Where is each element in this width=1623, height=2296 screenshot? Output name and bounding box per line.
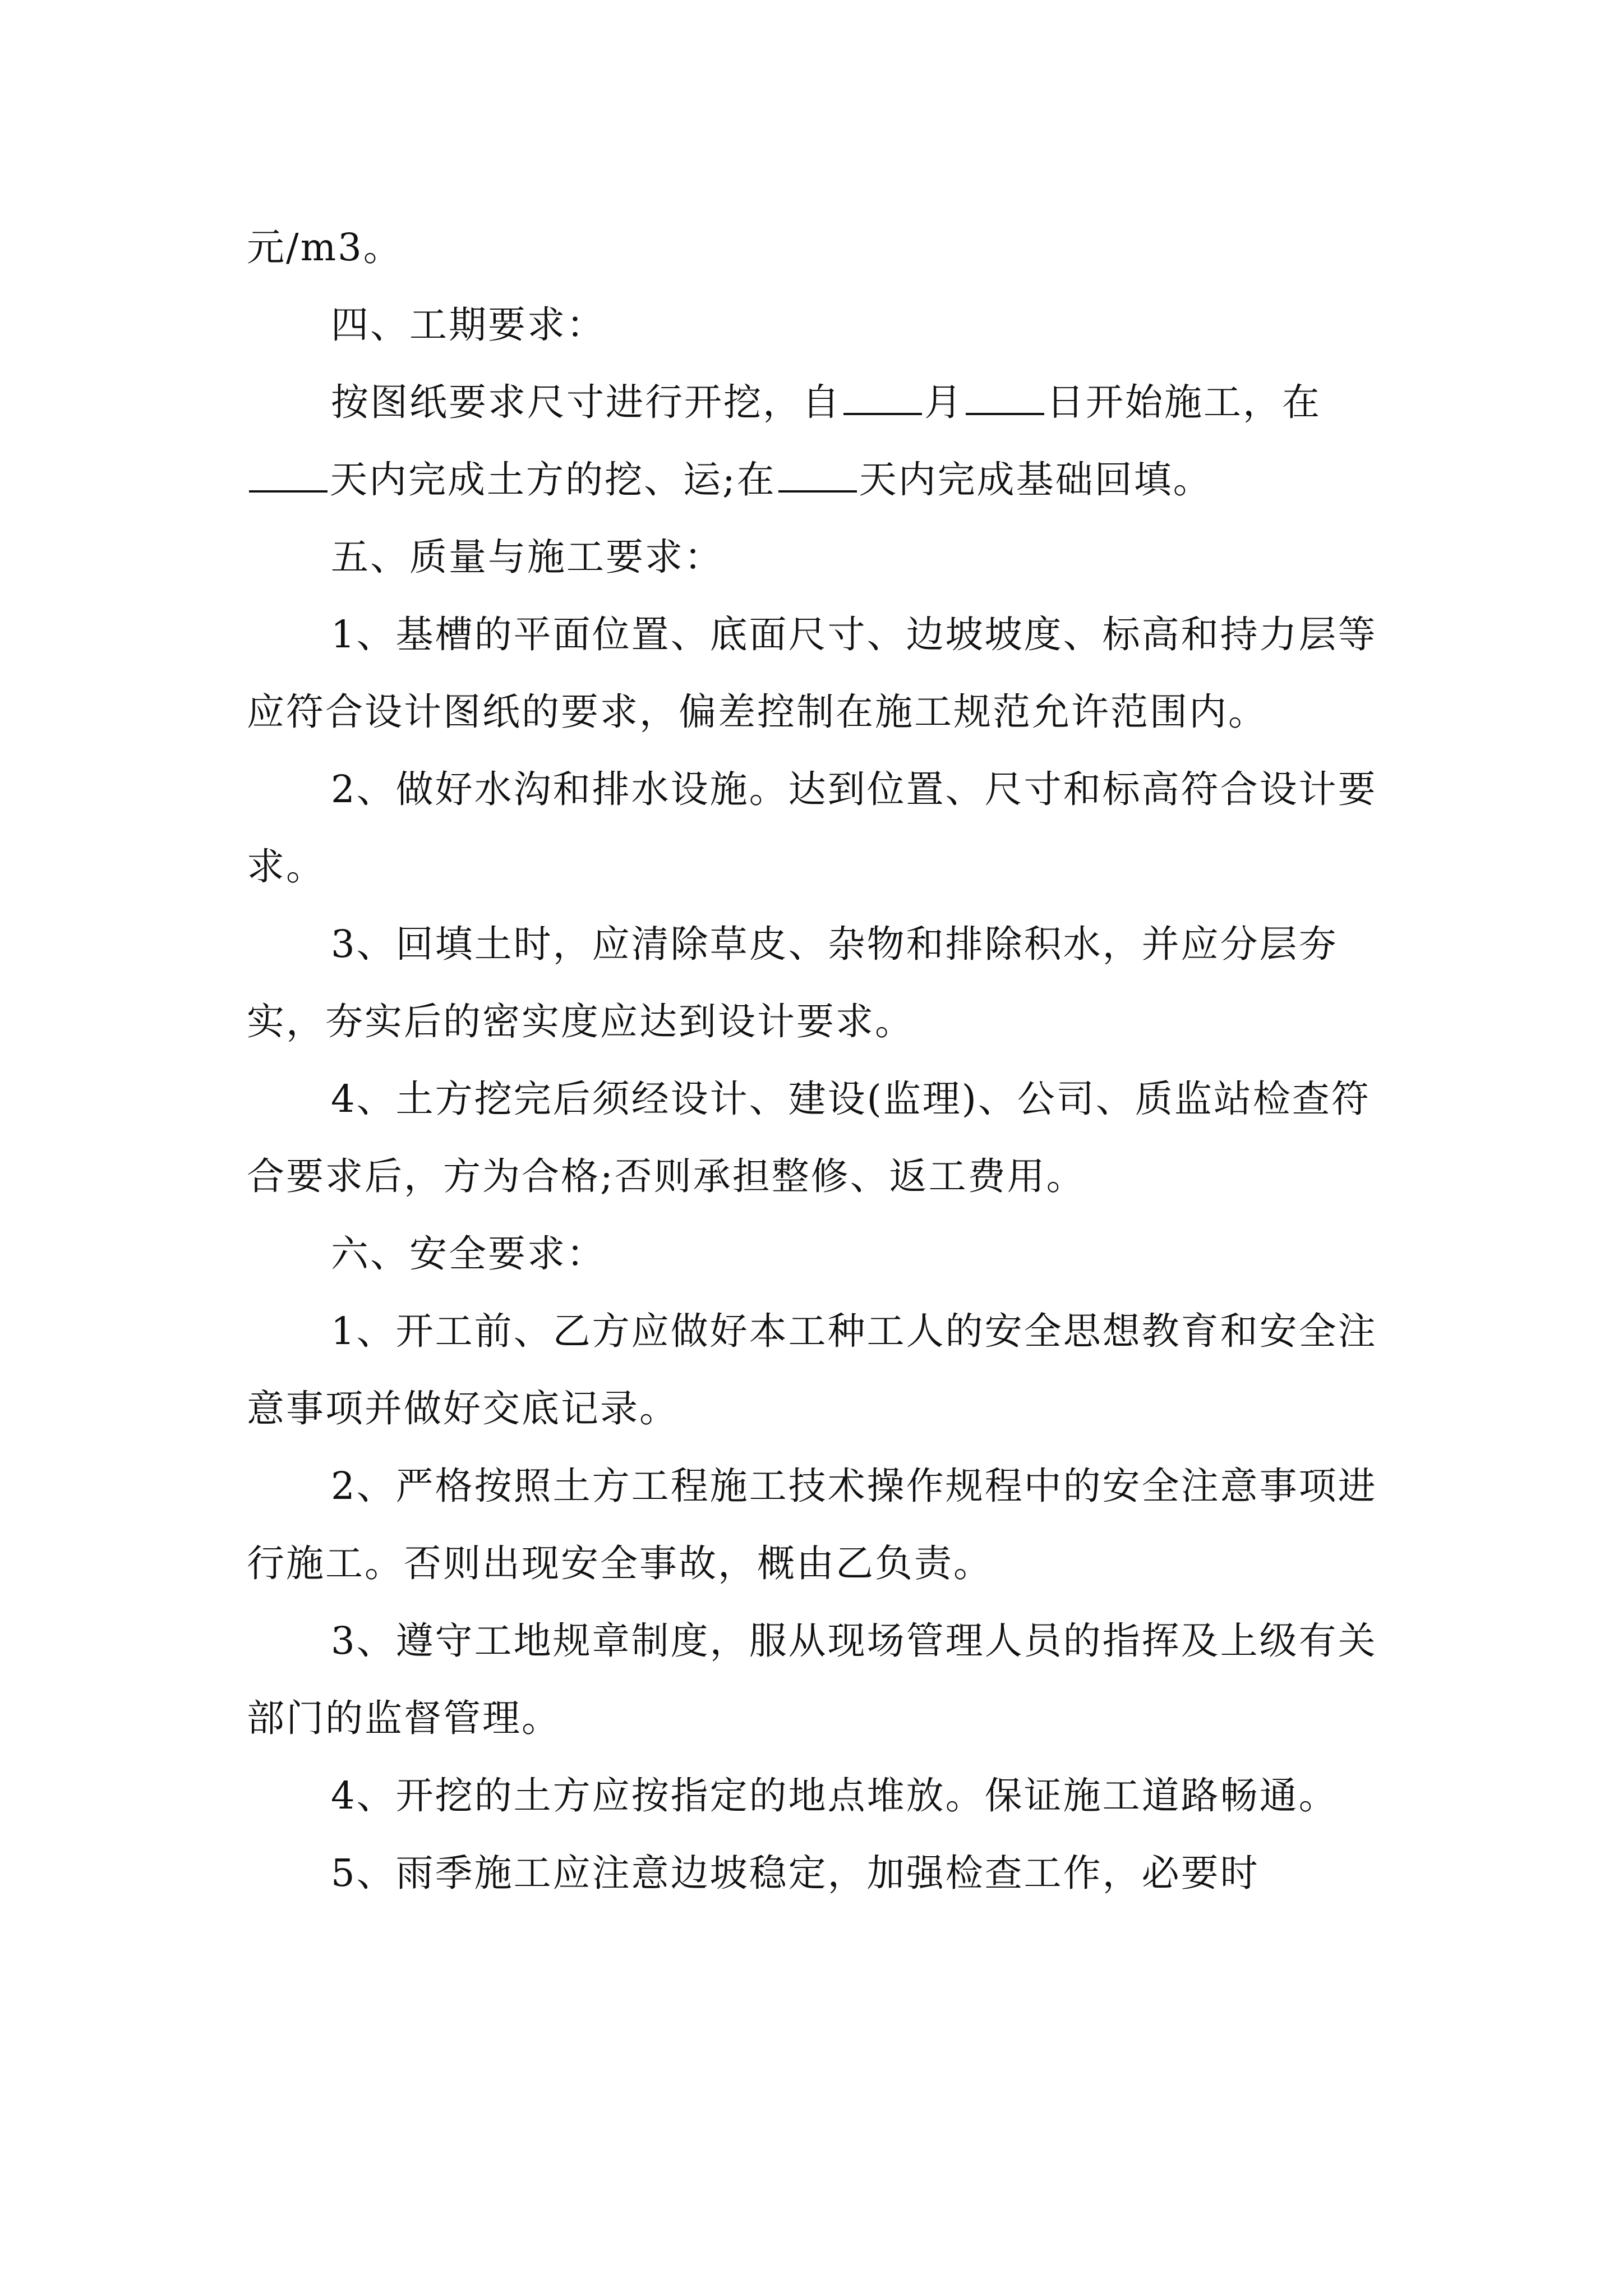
schedule-text-5: 天内完成基础回填。	[859, 458, 1212, 501]
paragraph-schedule-details	[247, 364, 1385, 518]
safety-item-4: 4、开挖的土方应按指定的地点堆放。保证施工道路畅通。	[331, 1774, 1338, 1818]
safety-item-3: 3、遵守工地规章制度，服从现场管理人员的指挥及上级有关部门的监督管理。	[247, 1619, 1377, 1740]
quality-item-4: 4、土方挖完后须经设计、建设(监理)、公司、质监站检查符合要求后，方为合格;否则承担整修、返工费用。	[247, 1077, 1371, 1198]
schedule-text-1: 按图纸要求尺寸进行开挖，自	[331, 380, 841, 424]
quality-item-3: 3、回填土时，应清除草皮、杂物和排除积水，并应分层夯实，夯实后的密实度应达到设计要求。	[247, 922, 1338, 1043]
quality-item-2: 2、做好水沟和排水设施。达到位置、尺寸和标高符合设计要求。	[247, 767, 1377, 889]
blank-days-excavation	[249, 461, 328, 493]
blank-days-backfill	[778, 461, 857, 493]
blank-day	[966, 384, 1044, 415]
safety-item-2: 2、严格按照土方工程施工技术操作规程中的安全注意事项进行施工。否则出现安全事故，概由乙负责。	[247, 1464, 1377, 1585]
section-heading-quality: 五、质量与施工要求：	[331, 535, 723, 579]
safety-item-1: 1、开工前、乙方应做好本工种工人的安全思想教育和安全注意事项并做好交底记录。	[247, 1309, 1377, 1430]
safety-item-5: 5、雨季施工应注意边坡稳定，加强检查工作，必要时	[331, 1851, 1260, 1895]
schedule-text-3: 日开始施工，在	[1046, 380, 1321, 424]
quality-item-1: 1、基槽的平面位置、底面尺寸、边坡坡度、标高和持力层等应符合设计图纸的要求，偏差控制在施工规范允许范围内。	[247, 613, 1377, 734]
paragraph-unit-price-tail: 元/m3。	[247, 226, 403, 269]
blank-month	[843, 384, 922, 415]
schedule-text-2: 月	[924, 380, 963, 424]
section-heading-safety: 六、安全要求：	[331, 1232, 606, 1276]
document-body	[247, 209, 1385, 1912]
schedule-text-4: 天内完成土方的挖、运;在	[330, 458, 776, 501]
section-heading-schedule: 四、工期要求：	[331, 303, 606, 347]
